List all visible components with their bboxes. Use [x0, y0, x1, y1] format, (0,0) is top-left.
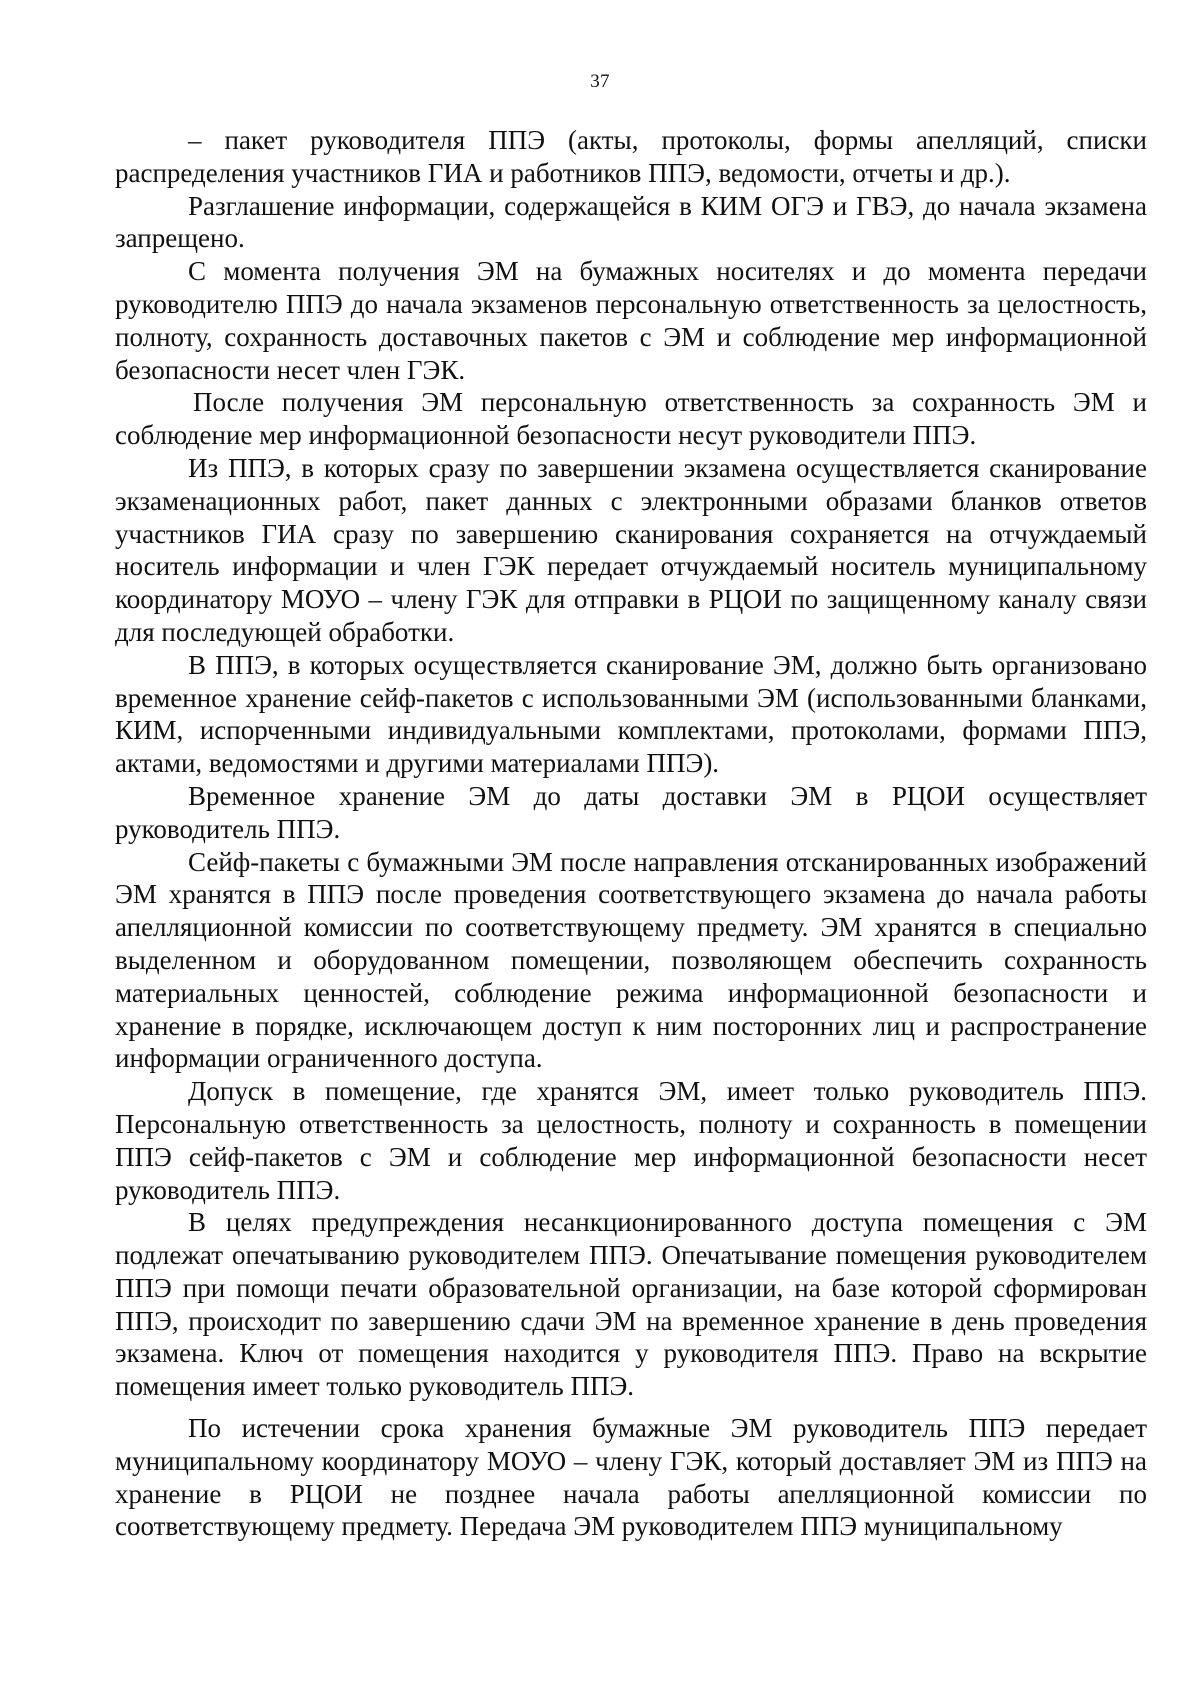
paragraph-disclosure-ban: Разглашение информации, содержащейся в КИМ ОГЭ и ГВЭ, до начала экзамена запрещено.: [115, 190, 1147, 254]
paragraph-room-sealing: В целях предупреждения несанкционированного доступа помещения с ЭМ подлежат опечатыванию руководителем ППЭ. Опечатывание помещения руководителем ППЭ при помощи печати образовательной организации, на базе которой сформирован ППЭ, происходит по завершению сдачи ЭМ на временное хранение в день проведения экзамена. Ключ от помещения находится у руководителя ППЭ. Право на вскрытие помещения имеет только руководитель ППЭ.: [115, 1207, 1147, 1402]
paragraph-temporary-storage: В ППЭ, в которых осуществляется сканирование ЭМ, должно быть организовано временное хранение сейф-пакетов с использованными ЭМ (использованными бланками, КИМ, испорченными индивидуальными комплектами, протоколами, формами ППЭ, актами, ведомостями и другими материалами ППЭ).: [115, 649, 1147, 779]
page-number: 37: [590, 71, 610, 92]
paragraph-safe-package-storage: Сейф-пакеты с бумажными ЭМ после направления отсканированных изображений ЭМ хранятся в ППЭ после проведения соответствующего экзамена до начала работы апелляционной комиссии по соответствующему предмету. ЭМ хранятся в специально выделенном и оборудованном помещении, позволяющем обеспечить сохранность материальных ценностей, соблюдение режима информационной безопасности и хранение в порядке, исключающем доступ к ним посторонних лиц и распространение информации ограниченного доступа.: [115, 846, 1147, 1074]
paragraph-package-contents: – пакет руководителя ППЭ (акты, протоколы, формы апелляций, списки распределения участников ГИА и работников ППЭ, ведомости, отчеты и др.).: [115, 125, 1147, 188]
paragraph-scanning-transfer: Из ППЭ, в которых сразу по завершении экзамена осуществляется сканирование экзаменационных работ, пакет данных с электронными образами бланков ответов участников ГИА сразу по завершению сканирования сохраняется на отчуждаемый носитель информации и член ГЭК передает отчуждаемый носитель муниципальному координатору МОУО – члену ГЭК для отправки в РЦОИ по защищенному каналу связи для последующей обработки.: [115, 452, 1147, 647]
document-body: [115, 124, 1147, 1543]
paragraph-storage-expiry: По истечении срока хранения бумажные ЭМ руководитель ППЭ передает муниципальному координатору МОУО – члену ГЭК, который доставляет ЭМ из ППЭ на хранение в РЦОИ не позднее начала работы апелляционной комиссии по соответствующему предмету. Передача ЭМ руководителем ППЭ муниципальному: [115, 1413, 1147, 1542]
paragraph-gek-responsibility: С момента получения ЭМ на бумажных носителях и до момента передачи руководителю ППЭ до начала экзаменов персональную ответственность за целостность, полноту, сохранность доставочных пакетов с ЭМ и соблюдение мер информационной безопасности несет член ГЭК.: [115, 256, 1147, 385]
paragraph-room-access: Допуск в помещение, где хранятся ЭМ, имеет только руководитель ППЭ. Персональную ответственность за целостность, полноту и сохранность в помещении ППЭ сейф-пакетов с ЭМ и соблюдение мер информационной безопасности несет руководитель ППЭ.: [115, 1076, 1147, 1205]
paragraph-storage-responsible: Временное хранение ЭМ до даты доставки ЭМ в РЦОИ осуществляет руководитель ППЭ.: [115, 780, 1147, 844]
paragraph-ppe-responsibility: После получения ЭМ персональную ответственность за сохранность ЭМ и соблюдение мер информационной безопасности несут руководители ППЭ.: [115, 387, 1147, 451]
